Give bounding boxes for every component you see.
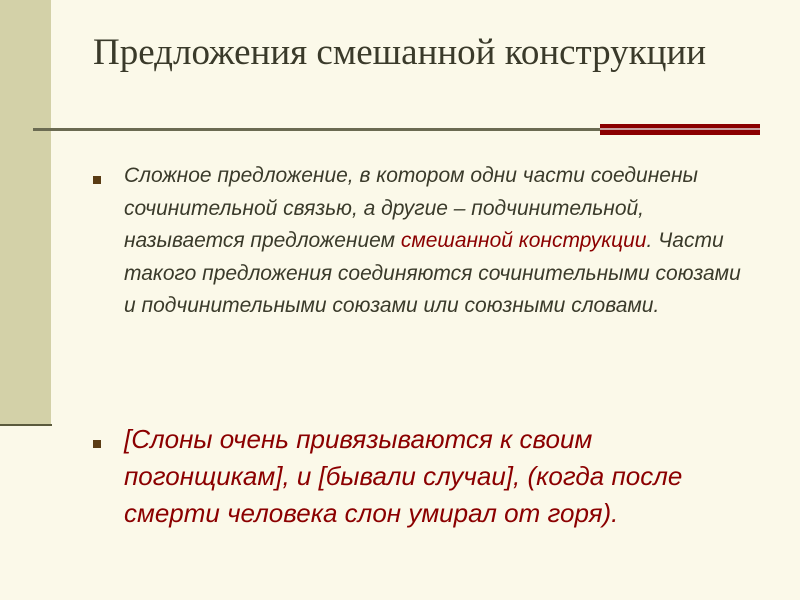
left-band-divider	[0, 424, 52, 426]
square-bullet-icon	[93, 440, 101, 448]
title-accent-stripe	[600, 128, 760, 130]
slide-title: Предложения смешанной конструкции	[93, 32, 707, 73]
left-decorative-band	[0, 0, 51, 426]
example-sentence: [Слоны очень привязываются к своим погонщикам], и [бывали случаи], (когда после смерти человека слон умирал от горя).	[124, 424, 683, 528]
definition-text-after: . Части такого предложения соединяются сочинительными союзами и подчинительными союзами или союзными словами.	[124, 229, 741, 317]
definition-text-before: Сложное предложение, в котором одни части соединены сочинительной связью, а другие – подчинительной, называется предложением	[124, 164, 698, 252]
definition-paragraph	[124, 160, 744, 323]
square-bullet-icon	[93, 176, 101, 184]
definition-term: смешанной конструкции	[400, 229, 647, 252]
title-underline	[33, 128, 600, 131]
